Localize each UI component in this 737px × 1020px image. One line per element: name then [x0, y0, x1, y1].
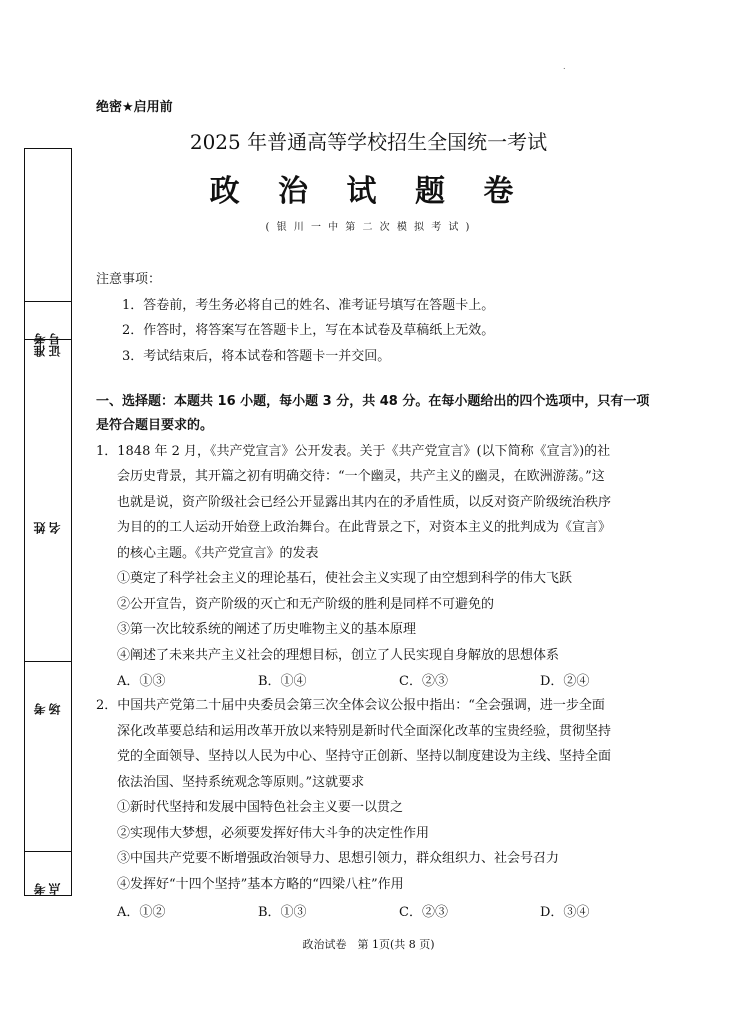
sidebar-label-col: 考	[33, 883, 47, 895]
sidebar-divider	[25, 851, 71, 852]
option-c: C．②③	[399, 905, 448, 920]
question-line: 依法治国、坚持系统观念等原则。”这就要求	[117, 775, 365, 790]
statement: ④阐述了未来共产主义社会的理想目标，创立了人民实现自身解放的思想体系	[117, 648, 560, 663]
statement: ②公开宣告，资产阶级的灭亡和无产阶级的胜利是同样不可避免的	[117, 597, 495, 612]
sidebar-label-col: 考	[33, 703, 47, 715]
sidebar-label-col: 场	[48, 703, 62, 715]
question-line: 2．中国共产党第二十届中央委员会第三次全体会议公报中指出：“全会强调，进一步全面	[96, 698, 605, 713]
option-b: B．①④	[258, 674, 307, 689]
sidebar-divider	[25, 339, 71, 340]
statement: ③中国共产党要不断增强政治领导力、思想引领力，群众组织力、社会号召力	[117, 851, 560, 866]
section-heading: 一、选择题：本题共 16 小题，每小题 3 分，共 48 分。在每小题给出的四个选项中，只有一项是符合题目要求的。	[96, 394, 650, 433]
student-info-sidebar	[24, 148, 72, 896]
note-item: 3．考试结束后，将本试卷和答题卡一并交回。	[122, 349, 391, 364]
sidebar-label-name	[25, 494, 71, 534]
option-a: A．①③	[117, 674, 166, 689]
sidebar-label-col: 证号	[48, 333, 62, 357]
sidebar-label-col: 准考	[33, 333, 47, 357]
confidential-mark: 绝密★启用前	[96, 100, 173, 115]
statement: ③第一次比较系统的阐述了历史唯物主义的基本原理	[117, 622, 417, 637]
exam-title: 2025 年普通高等学校招生全国统一考试	[189, 130, 548, 154]
sidebar-divider	[25, 661, 71, 662]
question-line: 为目的的工人运动开始登上政治舞台。在此背景之下，对资本主义的批判成为《宣言》	[117, 520, 612, 535]
sidebar-label-col: 点	[48, 883, 62, 895]
option-d: D．②④	[540, 674, 590, 689]
option-d: D．③④	[540, 905, 590, 920]
note-item: 1．答卷前，考生务必将自己的姓名、准考证号填写在答题卡上。	[122, 298, 495, 313]
sidebar-label-exam-number	[25, 297, 71, 357]
question-line: 深化改革要总结和运用改革开放以来特别是新时代全面深化改革的宝贵经验，贯彻坚持	[117, 724, 612, 739]
option-c: C．②③	[399, 674, 448, 689]
option-a: A．①②	[117, 905, 166, 920]
statement: ①新时代坚持和发展中国特色社会主义要一以贯之	[117, 800, 404, 815]
question-line: 1．1848 年 2 月，《共产党宣言》公开发表。关于《共产党宣言》(以下简称《宣言》)的社	[96, 444, 611, 459]
sidebar-label-col: 姓	[33, 522, 47, 534]
sidebar-label-col: 名	[48, 522, 62, 534]
sidebar-label-exam-site	[25, 869, 71, 895]
statement: ①奠定了科学社会主义的理论基石，使社会主义实现了由空想到科学的伟大飞跃	[117, 571, 573, 586]
exam-subtitle: ( 银 川 一 中 第 二 次 模 拟 考 试 )	[265, 222, 472, 233]
statement: ④发挥好“十四个坚持”基本方略的“四梁八柱”作用	[117, 877, 404, 892]
sidebar-label-exam-room	[25, 685, 71, 715]
statement: ②实现伟大梦想，必须要发挥好伟大斗争的决定性作用	[117, 826, 430, 841]
page-footer: 政治试卷 第 1页(共 8 页)	[302, 938, 435, 951]
question-line: 会历史背景，其开篇之初有明确交待：“一个幽灵，共产主义的幽灵，在欧洲游荡。”这	[117, 469, 605, 484]
page-dot: .	[563, 62, 566, 71]
notes-heading: 注意事项：	[96, 272, 162, 287]
question-line: 党的全面领导、坚持以人民为中心、坚持守正创新、坚持以制度建设为主线、坚持全面	[117, 749, 612, 764]
subject-title: 政 治 试 题 卷	[209, 174, 528, 209]
question-line: 也就是说，资产阶级社会已经公开显露出其内在的矛盾性质，以反对资产阶级统治秩序	[117, 495, 612, 510]
note-item: 2．作答时，将答案写在答题卡上，写在本试卷及草稿纸上无效。	[122, 323, 495, 338]
option-b: B．①③	[258, 905, 307, 920]
question-line: 的核心主题。《共产党宣言》的发表	[117, 546, 319, 561]
